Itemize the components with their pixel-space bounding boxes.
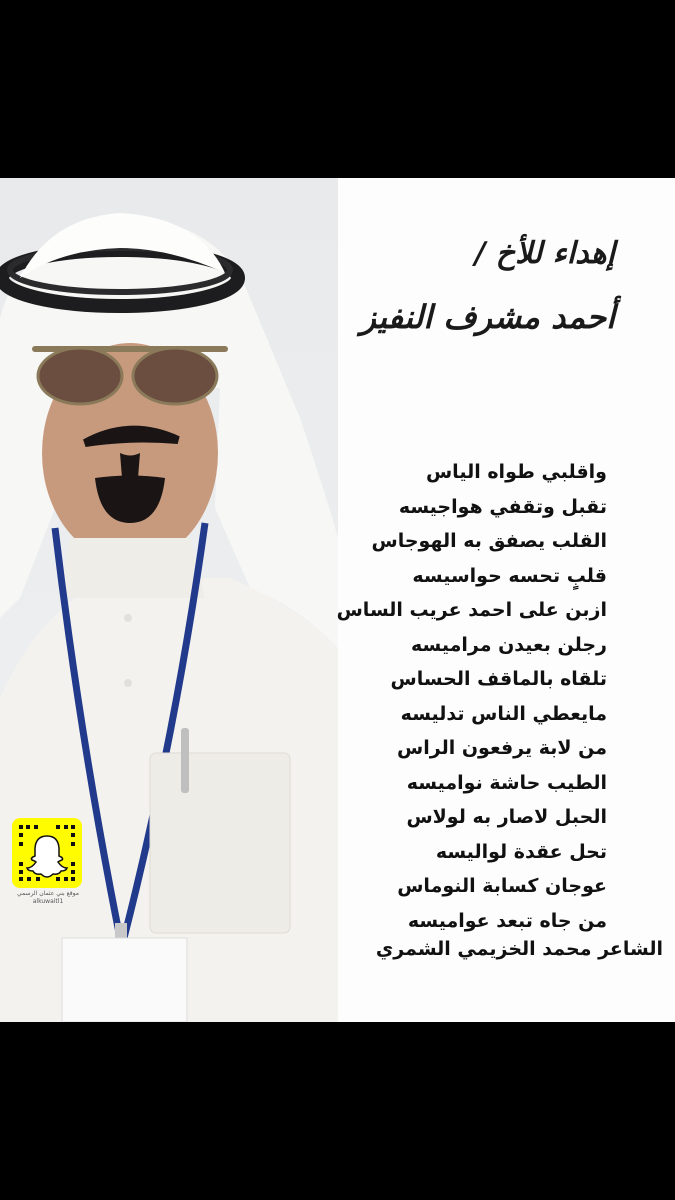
poem-line: الحبل لاصار به لولاس <box>406 806 607 828</box>
dedication-line1: إهداء للأخ / <box>474 236 615 271</box>
snapcode-caption-line2: alkuwaitl1 <box>32 898 64 905</box>
portrait-photo <box>0 178 338 1022</box>
poet-signature: الشاعر محمد الخزيمي الشمري <box>375 938 663 960</box>
poem-line: تقبل وتقفي هواجيسه <box>398 495 607 518</box>
poem-line: الطيب حاشة نواميسه <box>406 771 607 794</box>
poem-line: مايعطي الناس تدليسه <box>400 702 607 725</box>
poem-line: قلبٍ تحسه حواسيسه <box>412 564 607 587</box>
poem-line: تحل عقدة لواليسه <box>435 840 607 863</box>
poem-line: واقلبي طواه الياس <box>425 461 607 483</box>
poem-line: ازبن على احمد عريب الساس <box>336 599 607 621</box>
text-panel <box>338 178 675 1022</box>
poem-line: من لابة يرفعون الراس <box>397 737 607 759</box>
poem-line: رجلن بعيدن مراميسه <box>411 633 607 656</box>
poster-card <box>0 178 675 1022</box>
poem-line: عوجان كسابة النوماس <box>397 875 607 897</box>
snapcode[interactable] <box>12 818 82 888</box>
poem-line: تلقاه بالماقف الحساس <box>390 668 607 690</box>
poem <box>337 455 607 938</box>
poem-line: من جاه تبعد عواميسه <box>407 909 607 932</box>
poem-line: القلب يصفق به الهوجاس <box>371 530 607 552</box>
snapcode-caption <box>8 890 88 906</box>
snapchat-ghost-icon <box>12 818 82 888</box>
dedication-line2: أحمد مشرف النفيز <box>360 298 615 336</box>
snapcode-caption-line1: موقع بني عثمان الرسمي <box>17 890 79 897</box>
